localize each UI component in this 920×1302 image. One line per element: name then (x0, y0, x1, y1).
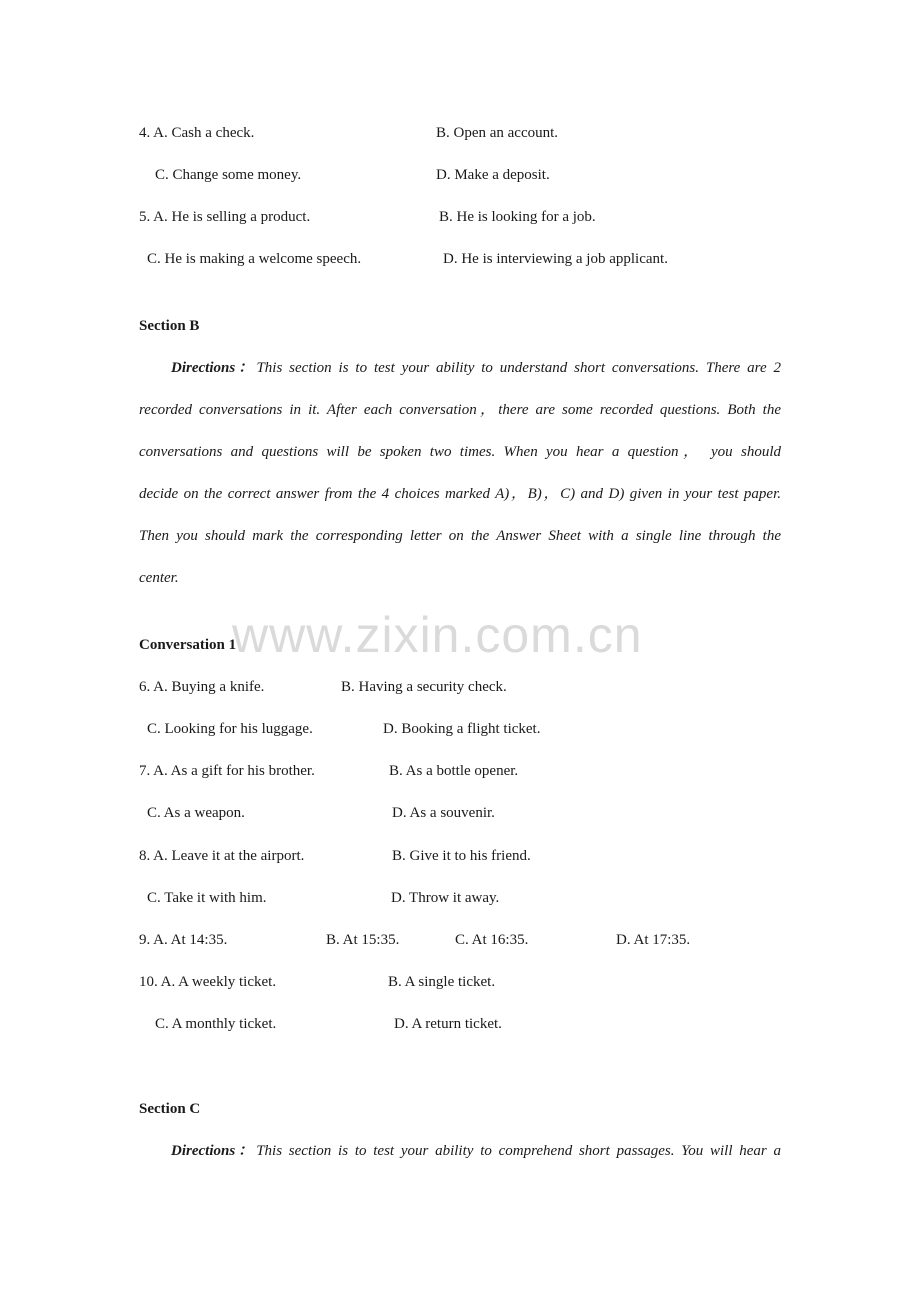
q6-option-c: C. Looking for his luggage. (147, 721, 313, 737)
q8-option-b: B. Give it to his friend. (392, 848, 531, 864)
q10-option-a: 10. A. A weekly ticket. (139, 974, 277, 990)
q5-option-c: C. He is making a welcome speech. (147, 251, 362, 267)
q10-option-d: D. A return ticket. (394, 1016, 502, 1032)
section-c-directions-line-1: Directions：This section is to test your ability to comprehend short passages. You will hear a (171, 1143, 781, 1159)
q5-option-a: 5. A. He is selling a product. (139, 209, 311, 225)
q9-option-b: B. At 15:35. (326, 932, 400, 948)
q6-option-a: 6. A. Buying a knife. (139, 679, 265, 695)
q8-option-c: C. Take it with him. (147, 890, 267, 906)
section-b-directions-line-2: recorded conversations in it. After each conversation，there are some recorded questions. Both the (139, 402, 781, 418)
q10-option-c: C. A monthly ticket. (155, 1016, 277, 1032)
q7-option-c: C. As a weapon. (147, 805, 245, 821)
section-b-directions-line-4: decide on the correct answer from the 4 choices marked A)，B)，C) and D) given in your test paper. (139, 486, 781, 502)
q4-option-a: 4. A. Cash a check. (139, 125, 255, 141)
q9-option-c: C. At 16:35. (455, 932, 529, 948)
q5-option-b: B. He is looking for a job. (439, 209, 596, 225)
section-b-directions-line-1: Directions：This section is to test your ability to understand short conversations. There are 2 (171, 360, 781, 376)
section-b-directions-line-3: conversations and questions will be spoken two times. When you hear a question， you should (139, 444, 781, 460)
q4-option-b: B. Open an account. (436, 125, 559, 141)
q7-option-b: B. As a bottle opener. (389, 763, 519, 779)
section-b-directions-label: Directions： (171, 360, 257, 376)
conversation-1-heading: Conversation 1 (139, 637, 237, 653)
q4-option-d: D. Make a deposit. (436, 167, 550, 183)
q7-option-d: D. As a souvenir. (392, 805, 495, 821)
q9-option-d: D. At 17:35. (616, 932, 691, 948)
q7-option-a: 7. A. As a gift for his brother. (139, 763, 315, 779)
section-b-heading: Section B (139, 318, 200, 334)
q8-option-d: D. Throw it away. (391, 890, 500, 906)
section-b-directions-line-5: Then you should mark the corresponding letter on the Answer Sheet with a single line through the (139, 528, 781, 544)
section-c-directions-label: Directions： (171, 1143, 257, 1159)
q10-option-b: B. A single ticket. (388, 974, 496, 990)
section-b-directions-line-6: center. (139, 570, 179, 586)
watermark: www.zixin.com.cn (232, 607, 643, 663)
q6-option-d: D. Booking a flight ticket. (383, 721, 541, 737)
q9-option-a: 9. A. At 14:35. (139, 932, 228, 948)
section-c-heading: Section C (139, 1101, 201, 1117)
q4-option-c: C. Change some money. (155, 167, 302, 183)
q8-option-a: 8. A. Leave it at the airport. (139, 848, 305, 864)
q5-option-d: D. He is interviewing a job applicant. (443, 251, 668, 267)
q6-option-b: B. Having a security check. (341, 679, 507, 695)
